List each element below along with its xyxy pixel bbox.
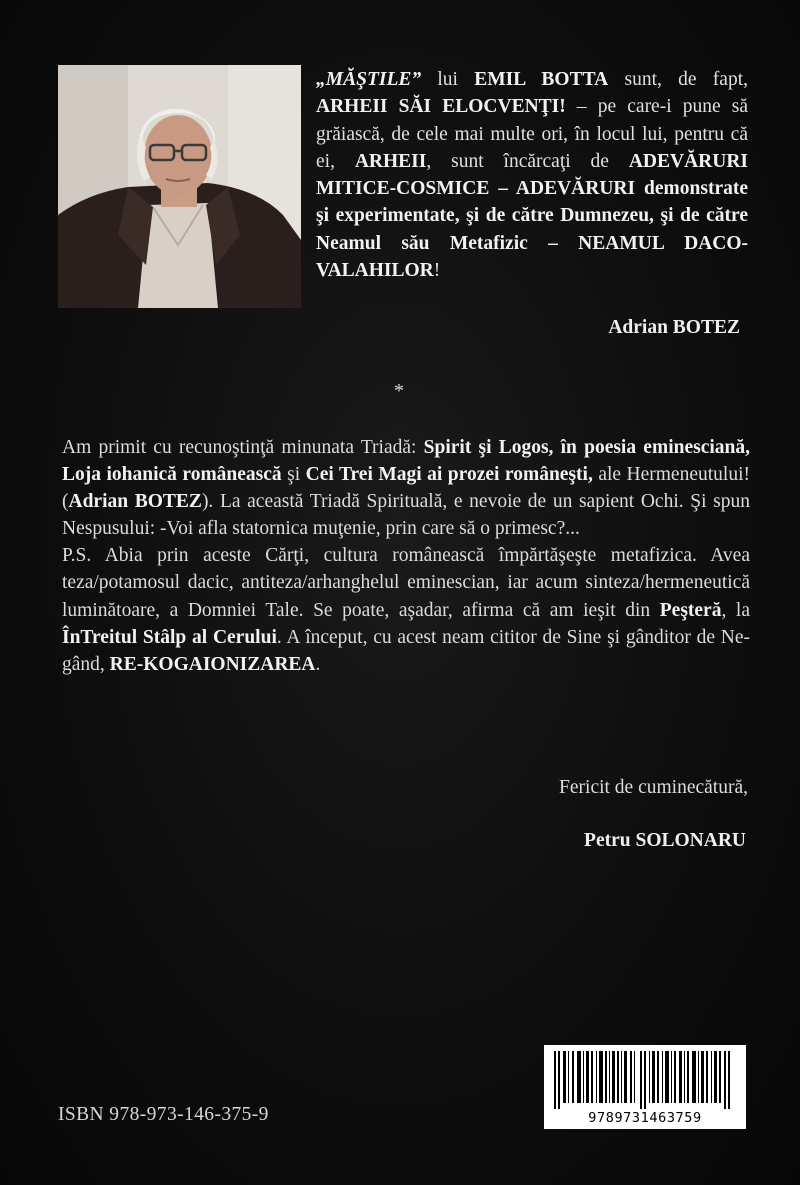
author-photo bbox=[58, 65, 301, 308]
quote-author: Adrian BOTEZ bbox=[608, 317, 740, 338]
letter-name-adrian-botez: Adrian BOTEZ bbox=[68, 491, 202, 513]
letter-text bbox=[62, 434, 750, 678]
quote-text-segment: lui bbox=[421, 69, 475, 90]
quote-text-segment: ! bbox=[433, 260, 441, 282]
letter-emphasis-kogaionizarea: RE-KOGAIONIZAREA bbox=[109, 653, 316, 675]
letter-signature: Petru SOLONARU bbox=[584, 830, 746, 851]
quote-emphasis-adevaruri: ADEVĂRURI MITICE-COSMICE – ADEVĂRURI demonstrate şi experimentate, şi de către Dumnezeu, şi de către Neamul său Metafizic – NEAMUL DACO-VALAHILOR bbox=[316, 150, 749, 282]
letter-text-segment: şi bbox=[281, 464, 306, 486]
quote-emphasis-arheii: ARHEII SĂI ELOCVENŢI! bbox=[316, 96, 566, 118]
letter-emphasis-stalp: ÎnTreitul Stâlp al Cerului bbox=[62, 626, 277, 648]
barcode-digits: 9789731463759 bbox=[588, 1110, 702, 1126]
quote-text-segment: sunt, de fapt, bbox=[608, 69, 748, 90]
letter-text-segment: Am primit cu recunoştinţă minunata Triadă: bbox=[62, 437, 424, 458]
quote-name-emil-botta: EMIL BOTTA bbox=[474, 69, 609, 90]
letter-text-segment: . A început, cu acest neam cititor de Sine şi gânditor de Ne-gând, bbox=[62, 626, 750, 675]
letter-postscript bbox=[62, 542, 750, 677]
quote-text bbox=[316, 66, 748, 284]
isbn-number: ISBN 978-973-146-375-9 bbox=[58, 1104, 269, 1125]
quote-text-segment: , sunt încărcaţi de bbox=[426, 150, 629, 172]
section-separator: * bbox=[394, 380, 404, 402]
quote-title-masti: „MĂŞTILE” bbox=[316, 69, 422, 90]
letter-paragraph bbox=[62, 434, 750, 542]
letter-text-segment: ). La această Triadă Spirituală, e nevoie de un sapient Ochi. Şi spun Nespusului: -Voi afla statornica muţenie, prin care să o primesc?... bbox=[62, 491, 750, 540]
letter-closing: Fericit de cuminecătură, bbox=[559, 777, 748, 798]
letter-text-segment: ale Hermeneutului! ( bbox=[62, 464, 750, 513]
quote-text-segment: – pe care-i pune să grăiască, de cele mai multe ori, în locul lui, pentru că ei, bbox=[316, 96, 748, 172]
letter-book-titles: Spirit şi Logos, în poesia eminesciană, Loja iohanică românească bbox=[62, 437, 750, 486]
quote-emphasis-arheii-short: ARHEII bbox=[354, 150, 427, 172]
letter-emphasis-pestera: Peşteră bbox=[659, 599, 722, 621]
letter-text-segment: , la bbox=[721, 599, 751, 621]
barcode bbox=[544, 1045, 746, 1129]
barcode-bars bbox=[550, 1051, 740, 1109]
letter-book-title-magi: Cei Trei Magi ai prozei româneşti, bbox=[305, 464, 593, 486]
letter-text-segment: P.S. Abia prin aceste Cărţi, cultura românească împărtăşeşte metafizica. Avea teza/potamosul dacic, antiteza/arhanghelul eminescian, iar acum sinteza/hermeneutică luminătoare, a Domniei Tale. Se poate, aşadar, afirma că am ieşit din bbox=[62, 545, 750, 621]
letter-text-segment: . bbox=[315, 653, 321, 675]
